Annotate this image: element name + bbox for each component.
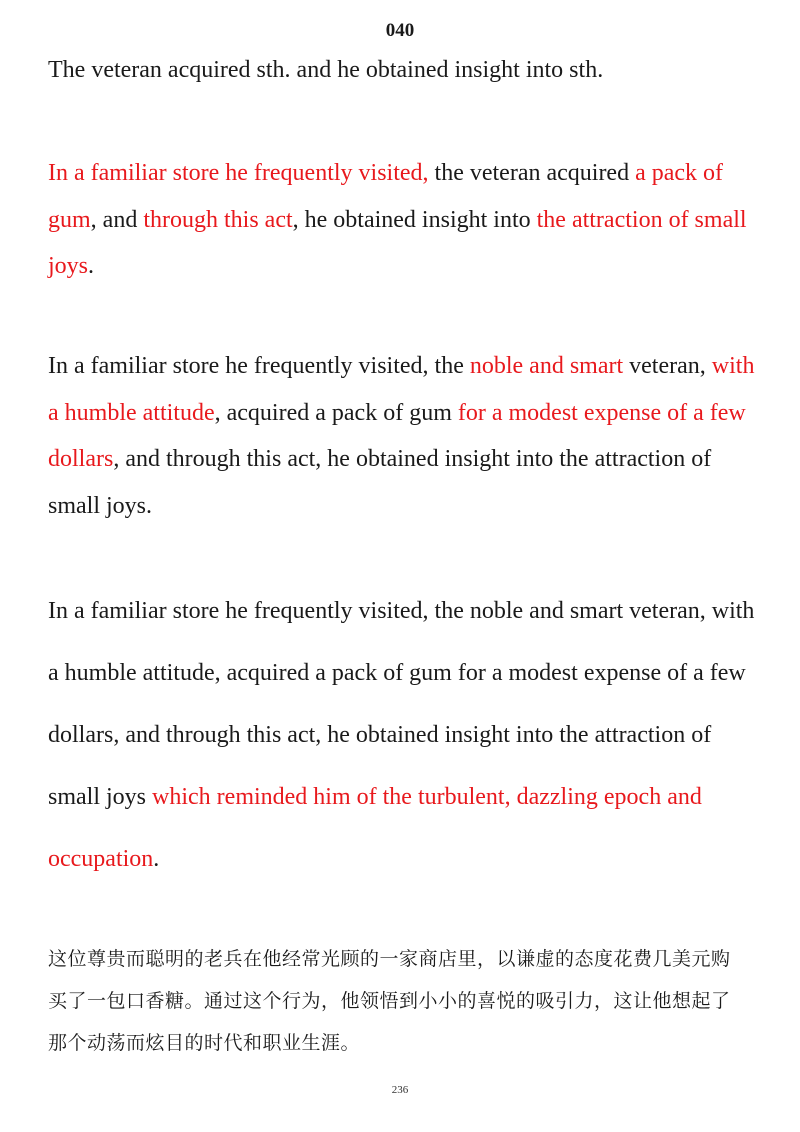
plain-text: , and bbox=[90, 206, 144, 233]
plain-text: In a familiar store he frequently visited, the bbox=[48, 353, 470, 379]
highlight-object-phrase: a pack of gum bbox=[48, 160, 724, 233]
plain-text: In a familiar store he frequently visited, the noble and smart veteran, with a humble attitude, acquired a pack of gum for a modest expense of a few dollars, and through this act, he obtained insight into the attraction of small joys bbox=[48, 598, 755, 810]
plain-text: veteran, bbox=[623, 353, 712, 379]
highlight-manner-phrase: with a humble attitude bbox=[48, 353, 755, 426]
expanded-sentence-3 bbox=[48, 580, 768, 890]
plain-text: , acquired a pack of gum bbox=[214, 399, 458, 426]
highlight-cost-phrase: for a modest expense of a few dollars bbox=[48, 399, 746, 472]
highlight-adjective-phrase: noble and smart bbox=[469, 353, 624, 379]
highlight-relative-clause: which reminded him of the turbulent, dazzling epoch and occupation bbox=[48, 784, 702, 872]
plain-text: , he obtained insight into bbox=[292, 206, 537, 233]
expanded-sentence-1 bbox=[48, 150, 768, 290]
plain-text: . bbox=[153, 846, 160, 872]
highlight-insight-phrase: the attraction of small joys bbox=[48, 206, 747, 279]
expanded-sentence-2 bbox=[48, 343, 768, 529]
page-footer-number: 236 bbox=[391, 1084, 409, 1096]
highlight-means-phrase: through this act bbox=[143, 206, 293, 233]
highlight-place-phrase: In a familiar store he frequently visited, bbox=[48, 160, 429, 186]
plain-text: . bbox=[88, 253, 95, 279]
plain-text: the veteran acquired bbox=[428, 160, 636, 186]
plain-text: , and through this act, he obtained insight into the attraction of small joys. bbox=[48, 446, 712, 519]
chinese-translation: 这位尊贵而聪明的老兵在他经常光顾的一家商店里，以谦虚的态度花费几美元购买了一包口香糖。通过这个行为，他领悟到小小的喜悦的吸引力，这让他想起了那个动荡而炫目的时代和职业生涯。 bbox=[48, 948, 731, 1054]
base-sentence: The veteran acquired sth. and he obtained insight into sth. bbox=[48, 57, 604, 83]
exercise-number: 040 bbox=[385, 20, 415, 41]
